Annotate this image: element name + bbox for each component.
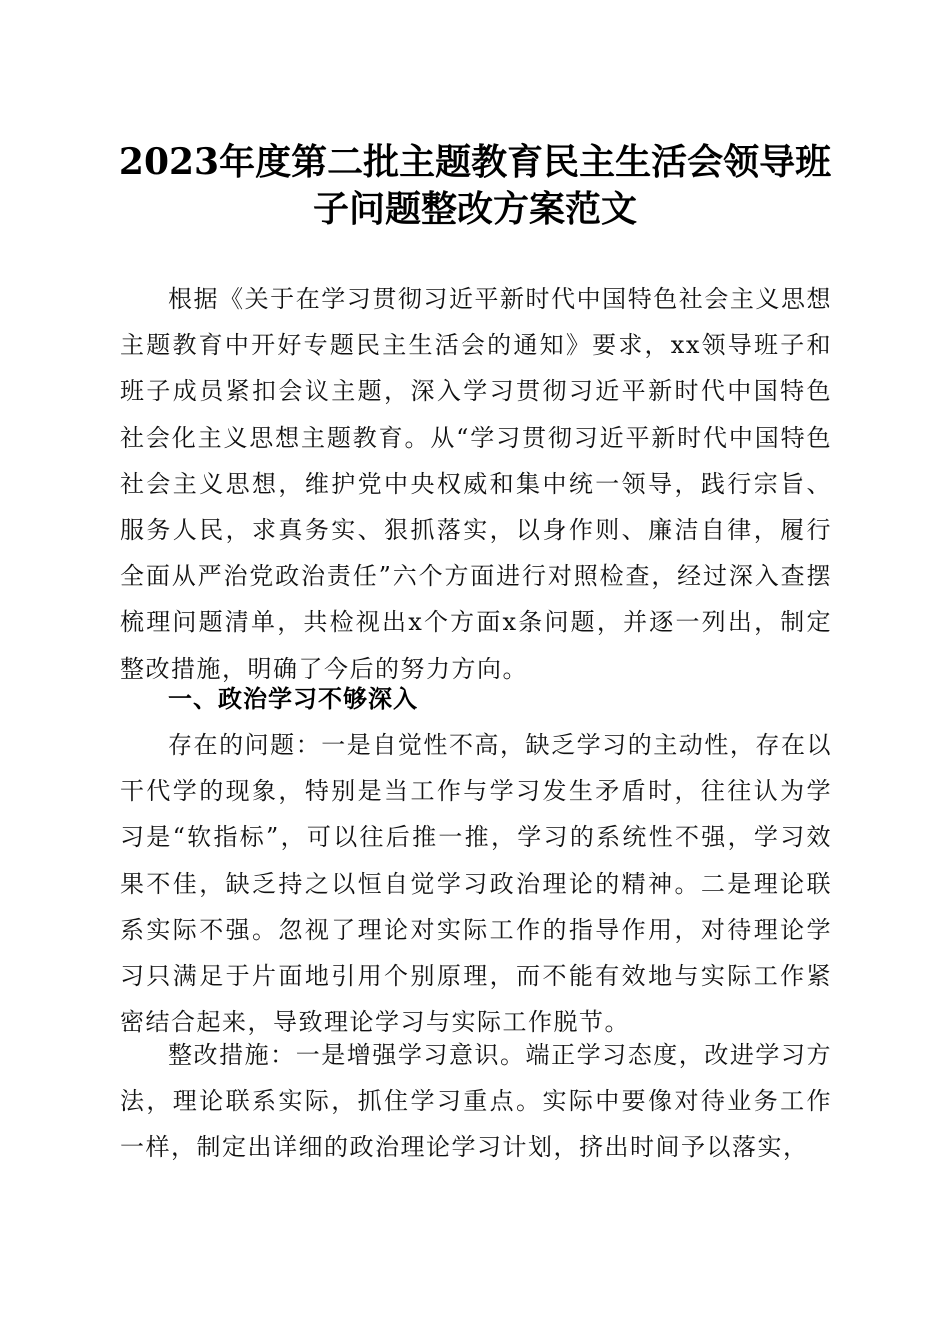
measures-paragraph: 整改措施：一是增强学习意识。端正学习态度，改进学习方法，理论联系实际，抓住学习重点。实际中要像对待业务工作一样，制定出详细的政治理论学习计划，挤出时间予以落实， [120, 1041, 832, 1162]
intro-paragraph: 根据《关于在学习贯彻习近平新时代中国特色社会主义思想主题教育中开好专题民主生活会的通知》要求，xx领导班子和班子成员紧扣会议主题，深入学习贯彻习近平新时代中国特色社会化主义思想主题教育。从“学习贯彻习近平新时代中国特色社会主义思想，维护党中央权威和集中统一领导，践行宗旨、服务人民，求真务实、狠抓落实，以身作则、廉洁自律，履行全面从严治党政治责任”六个方面进行对照检查，经过深入查摆梳理问题清单，共检视出x个方面x条问题，并逐一列出，制定整改措施，明确了今后的努力方向。 [120, 285, 832, 683]
problems-paragraph: 存在的问题：一是自觉性不高，缺乏学习的主动性，存在以干代学的现象，特别是当工作与学习发生矛盾时，往往认为学习是“软指标”，可以往后推一推，学习的系统性不强，学习效果不佳，缺乏持之以恒自觉学习政治理论的精神。二是理论联系实际不强。忽视了理论对实际工作的指导作用，对待理论学习只满足于片面地引用个别原理，而不能有效地与实际工作紧密结合起来，导致理论学习与实际工作脱节。 [120, 731, 832, 1037]
section-heading: 一、政治学习不够深入 [168, 685, 418, 713]
document-title-line-1: 2023年度第二批主题教育民主生活会领导班 [118, 141, 832, 183]
document-title-line-2: 子问题整改方案范文 [312, 188, 637, 230]
